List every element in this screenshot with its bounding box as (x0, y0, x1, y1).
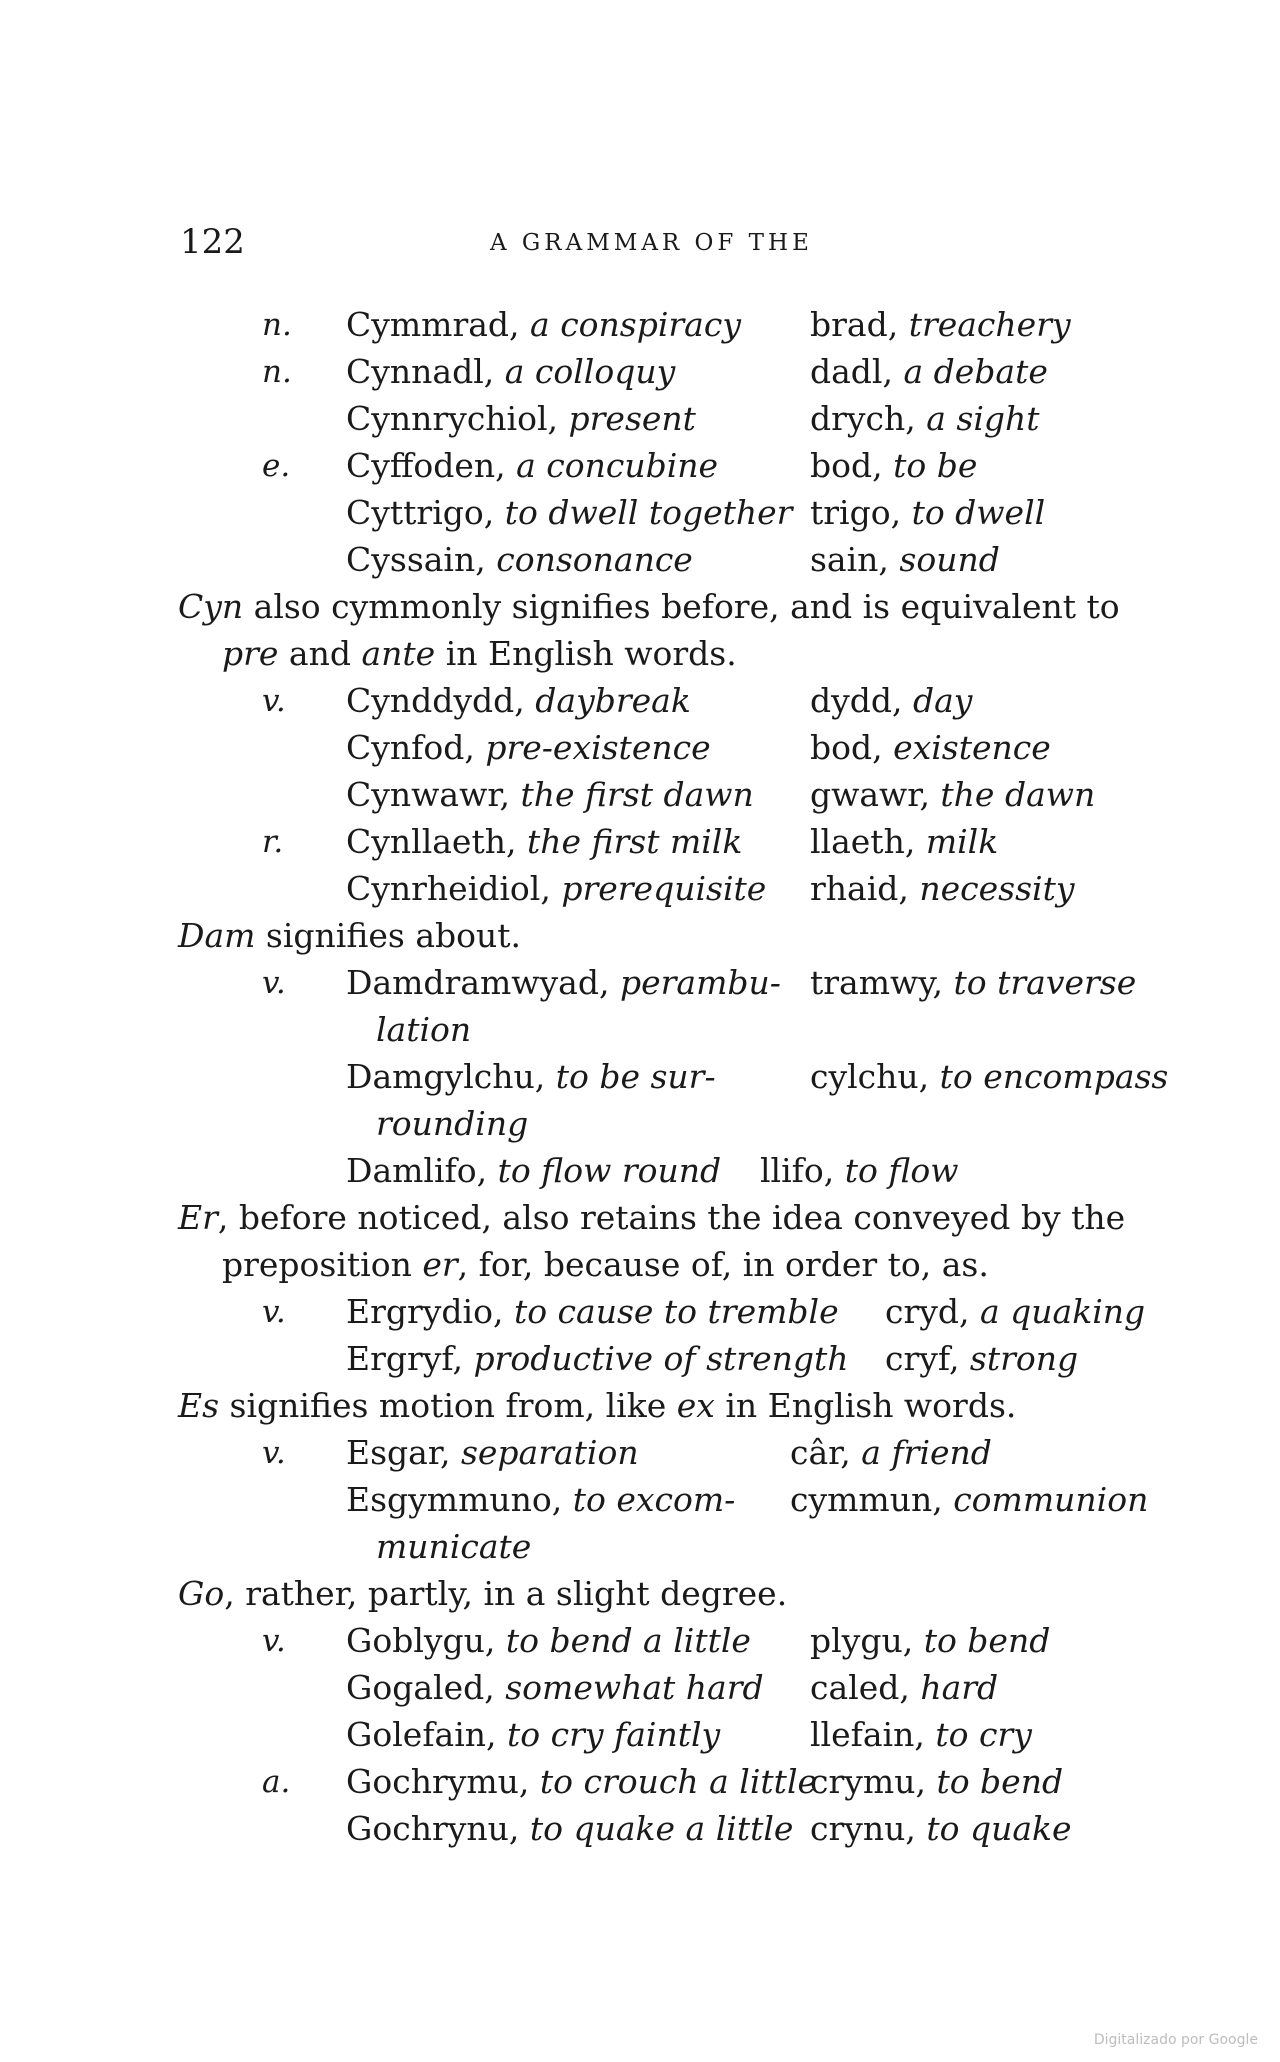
entry-root: cryd, a quaking (885, 1292, 1146, 1331)
entry-root: dadl, a debate (810, 352, 1048, 391)
entry-word: Cynnrychiol, present (346, 399, 696, 438)
entry-root: plygu, to bend (810, 1621, 1051, 1660)
paragraph-er-line2: preposition er, for, because of, in order to, as. (222, 1245, 989, 1284)
entry-root: crynu, to quake (810, 1809, 1072, 1848)
entry-row (0, 725, 1280, 771)
watermark: Digitalizado por Google (1093, 2032, 1258, 2048)
entry-word: Ergrydio, to cause to tremble (346, 1292, 839, 1331)
entry-root: tramwy, to traverse (810, 963, 1137, 1002)
entry-row (0, 537, 1280, 583)
entry-word: Goblygu, to bend a little (346, 1621, 751, 1660)
paragraph-dam: Dam signifies about. (178, 916, 521, 955)
entry-marker: v. (262, 1435, 286, 1471)
entry-root: rhaid, necessity (810, 869, 1075, 908)
paragraph-cyn-line1: Cyn also cymmonly signifies before, and is equivalent to (178, 587, 1120, 626)
entry-row (0, 866, 1280, 912)
entry-root: brad, treachery (810, 305, 1071, 344)
entry-root: gwawr, the dawn (810, 775, 1096, 814)
entry-word: Cynddydd, daybreak (346, 681, 691, 720)
entry-word: Damdramwyad, perambu- (346, 963, 781, 1002)
term: Go (178, 1574, 225, 1613)
entry-marker: a. (262, 1764, 291, 1800)
entry-continuation: lation (376, 1010, 472, 1049)
running-head: A GRAMMAR OF THE (490, 230, 813, 256)
entry-marker: v. (262, 1623, 286, 1659)
entry-row (0, 1477, 1280, 1523)
entry-row (0, 1665, 1280, 1711)
entry-root: drych, a sight (810, 399, 1040, 438)
entry-word: Ergryf, productive of strength (346, 1339, 849, 1378)
entry-word: Esgar, separation (346, 1433, 639, 1472)
term: Cyn (178, 587, 244, 626)
entry-root: bod, to be (810, 446, 978, 485)
entry-continuation: rounding (376, 1104, 529, 1143)
entry-word: Damlifo, to flow round (346, 1151, 722, 1190)
entry-word: Damgylchu, to be sur- (346, 1057, 716, 1096)
entry-word: Cyttrigo, to dwell together (346, 493, 793, 532)
entry-root: crymu, to bend (810, 1762, 1064, 1801)
entry-word: Cynnadl, a colloquy (346, 352, 676, 391)
entry-word: Cynrheidiol, prerequisite (346, 869, 767, 908)
entry-root: trigo, to dwell (810, 493, 1046, 532)
paragraph-es: Es signifies motion from, like ex in English words. (178, 1386, 1017, 1425)
term: Dam (178, 916, 256, 955)
entry-marker: n. (262, 354, 292, 390)
entry-row (0, 1806, 1280, 1852)
entry-word: Cynfod, pre-existence (346, 728, 711, 767)
entry-row (0, 1054, 1280, 1100)
entry-word: Gogaled, somewhat hard (346, 1668, 764, 1707)
entry-row (0, 349, 1280, 395)
entry-row (0, 443, 1280, 489)
term: Es (178, 1386, 220, 1425)
entry-row (0, 772, 1280, 818)
entry-marker: v. (262, 1294, 286, 1330)
page-header (180, 222, 1180, 262)
entry-root: cymmun, communion (790, 1480, 1149, 1519)
entry-word: Cyssain, consonance (346, 540, 693, 579)
entry-root: sain, sound (810, 540, 1000, 579)
entry-marker: v. (262, 965, 286, 1001)
entry-word: Gochrynu, to quake a little (346, 1809, 794, 1848)
entry-word: Cynwawr, the first dawn (346, 775, 754, 814)
entry-word: Gochrymu, to crouch a little (346, 1762, 818, 1801)
entry-marker: v. (262, 683, 286, 719)
entry-row (0, 819, 1280, 865)
page-number: 122 (180, 222, 245, 262)
entry-root: llaeth, milk (810, 822, 999, 861)
entry-root: câr, a friend (790, 1433, 992, 1472)
entry-row (0, 490, 1280, 536)
entry-row (0, 1430, 1280, 1476)
entry-word: Cymmrad, a conspiracy (346, 305, 741, 344)
entry-continuation: municate (376, 1527, 532, 1566)
entry-row (0, 1712, 1280, 1758)
entry-root: bod, existence (810, 728, 1051, 767)
entry-word: Cynllaeth, the first milk (346, 822, 743, 861)
term: Er (178, 1198, 218, 1237)
paragraph-cyn-line2: pre and ante in English words. (222, 634, 737, 673)
entry-row (0, 1148, 1280, 1194)
entry-row (0, 678, 1280, 724)
entry-word: Esgymmuno, to excom- (346, 1480, 736, 1519)
entry-marker: n. (262, 307, 292, 343)
entry-marker: r. (262, 824, 284, 860)
paragraph-er-line1: Er, before noticed, also retains the idea conveyed by the (178, 1198, 1126, 1237)
entry-root: llefain, to cry (810, 1715, 1032, 1754)
entry-row (0, 1759, 1280, 1805)
entry-root: cryf, strong (885, 1339, 1079, 1378)
entry-row (0, 960, 1280, 1006)
entry-row (0, 1618, 1280, 1664)
entry-row (0, 1289, 1280, 1335)
entry-root: caled, hard (810, 1668, 999, 1707)
entry-row (0, 1336, 1280, 1382)
entry-row (0, 396, 1280, 442)
paragraph-go: Go, rather, partly, in a slight degree. (178, 1574, 788, 1613)
entry-word: Golefain, to cry faintly (346, 1715, 721, 1754)
entry-marker: e. (262, 448, 291, 484)
entry-word: Cyffoden, a concubine (346, 446, 719, 485)
entry-root: llifo, to flow (760, 1151, 959, 1190)
entry-row (0, 302, 1280, 348)
entry-root: cylchu, to encompass (810, 1057, 1169, 1096)
entry-root: dydd, day (810, 681, 973, 720)
